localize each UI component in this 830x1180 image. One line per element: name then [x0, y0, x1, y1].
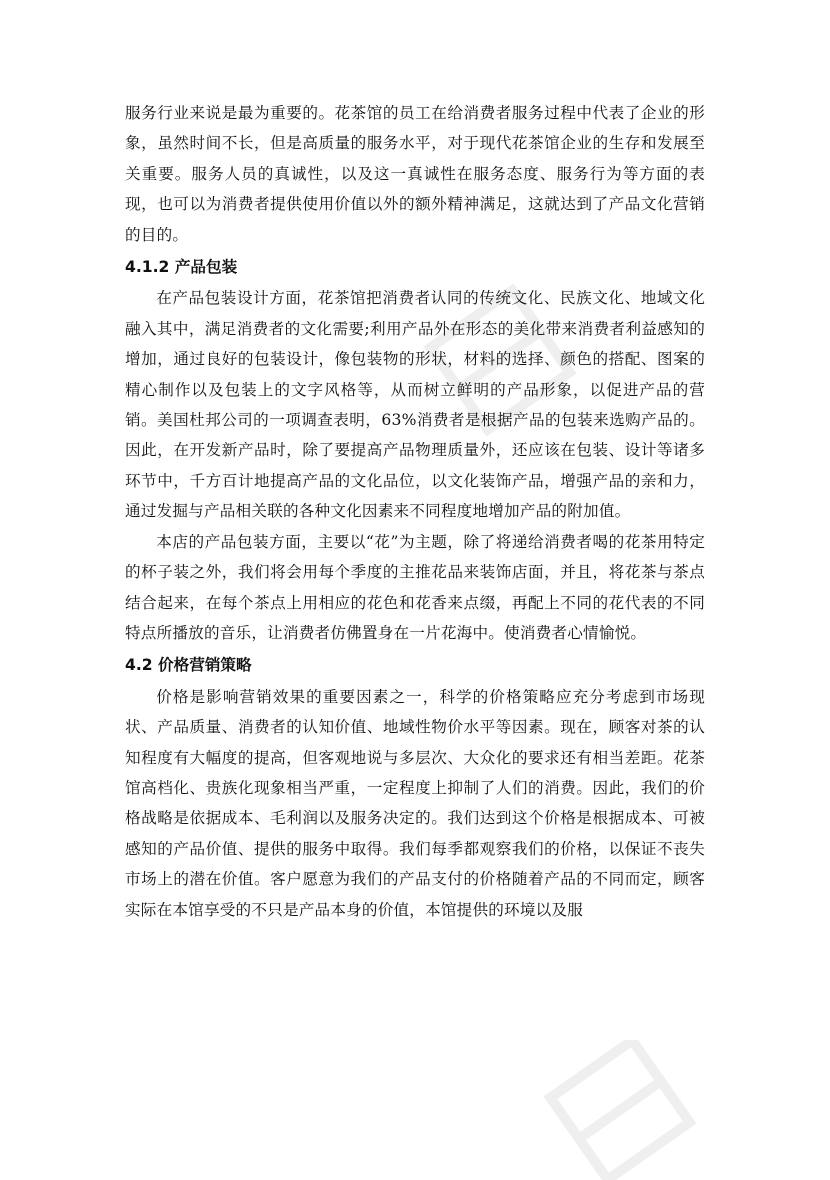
paragraph-pricing: 价格是影响营销效果的重要因素之一，科学的价格策略应充分考虑到市场现状、产品质量、消费者的认知价值、地域性物价水平等因素。现在，顾客对茶的认知程度有大幅度的提高，但客观地说与多层次、大众化的要求还有相当差距。花茶馆高档化、贵族化现象相当严重，一定程度上抑制了人们的消费。因此，我们的价格战略是依据成本、毛利润以及服务决定的。我们达到这个价格是根据成本、可被感知的产品价值、提供的服务中取得。我们每季都观察我们的价格，以保证不丧失市场上的潜在价值。客户愿意为我们的产品支付的价格随着产品的不同而定，顾客实际在本馆享受的不只是产品本身的价值，本馆提供的环境以及服 [125, 687, 705, 919]
section-heading-4-1-2: 4.1.2 产品包装 [125, 258, 238, 277]
paragraph-packaging: 在产品包装设计方面，花茶馆把消费者认同的传统文化、民族文化、地域文化融入其中，满足消费者的文化需要;利用产品外在形态的美化带来消费者利益感知的增加，通过良好的包装设计，像包装物的形状，材料的选择、颜色的搭配、图案的精心制作以及包装上的文字风格等，从而树立鲜明的产品形象，以促进产品的营销。美国杜邦公司的一项调查表明，63%消费者是根据产品的包装来选购产品的。因此，在开发新产品时，除了要提高产品物理质量外，还应该在包装、设计等诸多环节中，千方百计地提高产品的文化品位，以文化装饰产品，增强产品的亲和力，通过发掘与产品相关联的各种文化因素来不同程度地增加产品的附加值。 [125, 289, 705, 521]
section-heading-4-2: 4.2 价格营销策略 [125, 656, 252, 675]
document-body [125, 98, 705, 925]
watermark-graphic [520, 1040, 720, 1180]
paragraph-store-packaging: 本店的产品包装方面，主要以“花”为主题，除了将递给消费者喝的花茶用特定的杯子装之外，我们将会用每个季度的主推花品来装饰店面，并且，将花茶与茶点结合起来，在每个茶点上用相应的花色和花香来点缀，再配上不同的花代表的不同特点所播放的音乐，让消费者仿佛置身在一片花海中。使消费者心情愉悦。 [125, 532, 705, 642]
paragraph-service: 服务行业来说是最为重要的。花茶馆的员工在给消费者服务过程中代表了企业的形象，虽然时间不长，但是高质量的服务水平，对于现代花茶馆企业的生存和发展至关重要。服务人员的真诚性，以及这一真诚性在服务态度、服务行为等方面的表现，也可以为消费者提供使用价值以外的额外精神满足，这就达到了产品文化营销的目的。 [125, 104, 705, 244]
